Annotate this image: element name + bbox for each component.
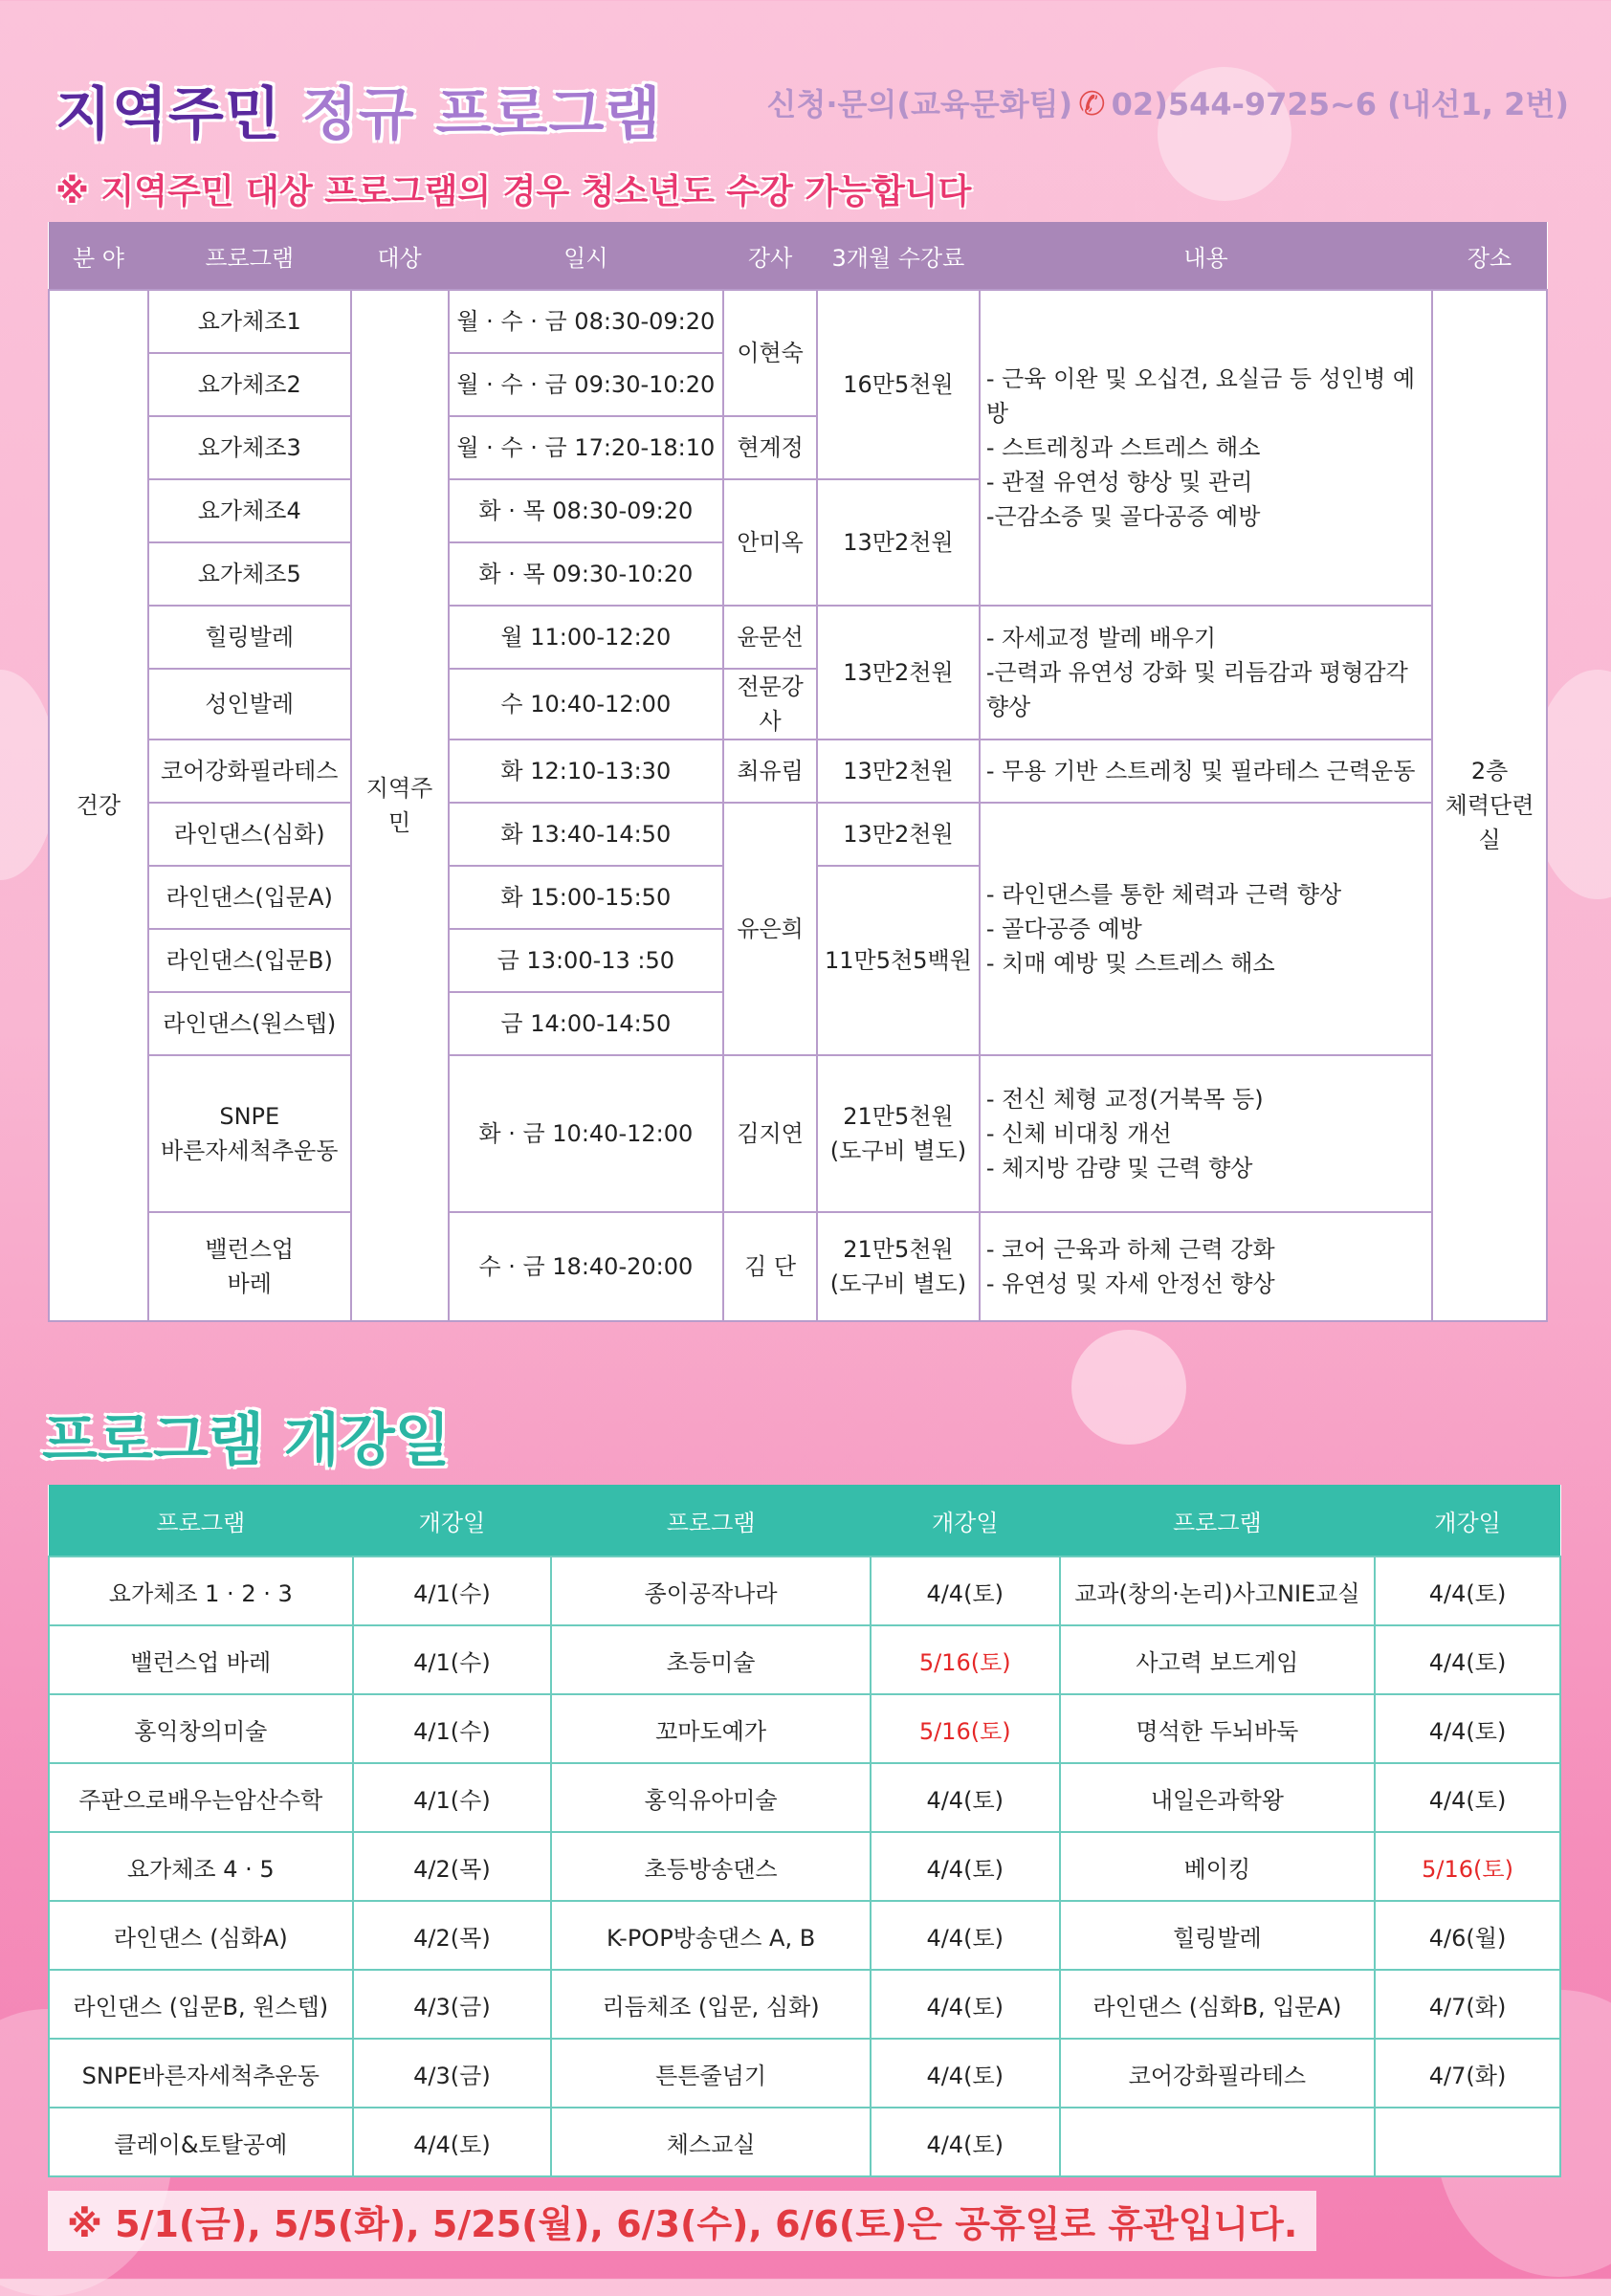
start-date-cell: 4/2(목) [353, 1832, 552, 1901]
table-row [49, 1694, 1560, 1763]
program-cell: 성인발레 [148, 669, 351, 740]
column-header: 분 야 [49, 222, 148, 290]
time-cell: 화 15:00-15:50 [449, 866, 724, 929]
start-date-cell: 4/4(토) [871, 1763, 1060, 1832]
fee-cell: 21만5천원 (도구비 별도) [817, 1055, 980, 1212]
instructor-cell: 유은희 [723, 803, 817, 1055]
program-cell: 요가체조 4 · 5 [49, 1832, 353, 1901]
start-date-cell: 4/6(월) [1375, 1901, 1560, 1970]
column-header: 내용 [980, 222, 1432, 290]
fee-cell: 13만2천원 [817, 479, 980, 606]
program-cell: 라인댄스 (심화A) [49, 1901, 353, 1970]
fee-cell: 11만5천5백원 [817, 866, 980, 1055]
phone-icon: ✆ [1078, 85, 1106, 123]
time-cell: 월 · 수 · 금 17:20-18:10 [449, 416, 724, 479]
start-date-cell: 4/4(토) [1375, 1694, 1560, 1763]
content-cell: - 전신 체형 교정(거북목 등) - 신체 비대칭 개선 - 체지방 감량 및 근력 향상 [980, 1055, 1432, 1212]
program-cell: 리듬체조 (입문, 심화) [551, 1970, 871, 2039]
program-cell: 밸런스업 바레 [148, 1212, 351, 1321]
time-cell: 화 · 목 09:30-10:20 [449, 542, 724, 606]
program-cell: 초등미술 [551, 1625, 871, 1694]
start-date-cell: 4/3(금) [353, 1970, 552, 2039]
column-header: 프로그램 [49, 1485, 353, 1556]
column-header: 개강일 [353, 1485, 552, 1556]
time-cell: 금 13:00-13 :50 [449, 929, 724, 992]
program-cell: 요가체조1 [148, 290, 351, 353]
start-date-cell: 5/16(토) [871, 1694, 1060, 1763]
start-date-cell: 4/4(토) [1375, 1763, 1560, 1832]
fee-cell: 13만2천원 [817, 606, 980, 740]
column-header: 개강일 [871, 1485, 1060, 1556]
program-cell: 요가체조4 [148, 479, 351, 542]
target-cell: 지역주민 [351, 290, 449, 1321]
column-header: 강사 [723, 222, 817, 290]
start-date-cell: 4/4(토) [871, 1970, 1060, 2039]
time-cell: 월 · 수 · 금 08:30-09:20 [449, 290, 724, 353]
program-cell: 꼬마도예가 [551, 1694, 871, 1763]
instructor-cell: 김 단 [723, 1212, 817, 1321]
start-date-cell [1375, 2108, 1560, 2176]
instructor-cell: 현계정 [723, 416, 817, 479]
opening-title: 프로그램 개강일 [42, 1407, 451, 1474]
program-cell: 요가체조5 [148, 542, 351, 606]
content-cell: - 근육 이완 및 오십견, 요실금 등 성인병 예방 - 스트레칭과 스트레스 해소 - 관절 유연성 향상 및 관리 -근감소증 및 골다공증 예방 [980, 290, 1432, 606]
table-header-row [49, 222, 1547, 290]
start-date-cell: 4/1(수) [353, 1625, 552, 1694]
column-header: 프로그램 [551, 1485, 871, 1556]
content-cell: - 코어 근육과 하체 근력 강화 - 유연성 및 자세 안정선 향상 [980, 1212, 1432, 1321]
fee-cell: 13만2천원 [817, 740, 980, 803]
program-cell: 요가체조 1 · 2 · 3 [49, 1556, 353, 1625]
opening-table [48, 1485, 1561, 2177]
program-cell: SNPE바른자세척추운동 [49, 2039, 353, 2108]
table-row [49, 803, 1547, 866]
start-date-cell: 4/4(토) [871, 1901, 1060, 1970]
program-cell: 힐링발레 [1060, 1901, 1375, 1970]
start-date-cell: 4/4(토) [1375, 1556, 1560, 1625]
program-cell: 라인댄스(입문B) [148, 929, 351, 992]
table-row [49, 2108, 1560, 2176]
table-row [49, 290, 1547, 353]
start-date-cell: 4/4(토) [871, 1556, 1060, 1625]
content-cell: - 자세교정 발레 배우기 -근력과 유연성 강화 및 리듬감과 평형감각 향상 [980, 606, 1432, 740]
place-cell: 2층 체력단련실 [1432, 290, 1547, 1321]
program-cell: 라인댄스(입문A) [148, 866, 351, 929]
content-cell: - 라인댄스를 통한 체력과 근력 향상 - 골다공증 예방 - 치매 예방 및 스트레스 해소 [980, 803, 1432, 1055]
start-date-cell: 4/7(화) [1375, 1970, 1560, 2039]
start-date-cell: 4/2(목) [353, 1901, 552, 1970]
start-date-cell: 5/16(토) [1375, 1832, 1560, 1901]
table-row [49, 1556, 1560, 1625]
time-cell: 화 13:40-14:50 [449, 803, 724, 866]
program-cell: 교과(창의·논리)사고NIE교실 [1060, 1556, 1375, 1625]
program-cell: 홍익창의미술 [49, 1694, 353, 1763]
fee-cell: 21만5천원 (도구비 별도) [817, 1212, 980, 1321]
program-cell: 튼튼줄넘기 [551, 2039, 871, 2108]
program-cell: 명석한 두뇌바둑 [1060, 1694, 1375, 1763]
instructor-cell: 전문강사 [723, 669, 817, 740]
program-cell: 초등방송댄스 [551, 1832, 871, 1901]
program-cell: 라인댄스 (심화B, 입문A) [1060, 1970, 1375, 2039]
start-date-cell: 4/1(수) [353, 1694, 552, 1763]
contact-info: 신청·문의(교육문화팀) ✆ 02)544-9725~6 (내선1, 2번) [766, 85, 1569, 123]
time-cell: 월 · 수 · 금 09:30-10:20 [449, 353, 724, 416]
table-row [49, 1970, 1560, 2039]
column-header: 대상 [351, 222, 449, 290]
fee-cell: 16만5천원 [817, 290, 980, 479]
program-cell: 요가체조2 [148, 353, 351, 416]
time-cell: 수 10:40-12:00 [449, 669, 724, 740]
program-cell: 힐링발레 [148, 606, 351, 669]
program-cell: 종이공작나라 [551, 1556, 871, 1625]
program-cell: 홍익유아미술 [551, 1763, 871, 1832]
table-row [49, 1832, 1560, 1901]
program-cell: 클레이&토탈공예 [49, 2108, 353, 2176]
start-date-cell: 4/4(토) [353, 2108, 552, 2176]
instructor-cell: 최유림 [723, 740, 817, 803]
start-date-cell: 4/4(토) [871, 1832, 1060, 1901]
instructor-cell: 이현숙 [723, 290, 817, 416]
start-date-cell: 4/4(토) [1375, 1625, 1560, 1694]
program-cell: 코어강화필라테스 [1060, 2039, 1375, 2108]
fee-cell: 13만2천원 [817, 803, 980, 866]
table-row [49, 1055, 1547, 1212]
start-date-cell: 4/1(수) [353, 1763, 552, 1832]
column-header: 3개월 수강료 [817, 222, 980, 290]
time-cell: 화 · 목 08:30-09:20 [449, 479, 724, 542]
table-row [49, 1901, 1560, 1970]
start-date-cell: 4/4(토) [871, 2108, 1060, 2176]
start-date-cell: 4/7(화) [1375, 2039, 1560, 2108]
time-cell: 월 11:00-12:20 [449, 606, 724, 669]
content-cell: - 무용 기반 스트레칭 및 필라테스 근력운동 [980, 740, 1432, 803]
instructor-cell: 안미옥 [723, 479, 817, 606]
time-cell: 화 12:10-13:30 [449, 740, 724, 803]
start-date-cell: 5/16(토) [871, 1625, 1060, 1694]
program-cell: 베이킹 [1060, 1832, 1375, 1901]
field-cell: 건강 [49, 290, 148, 1321]
start-date-cell: 4/4(토) [871, 2039, 1060, 2108]
table-row [49, 606, 1547, 669]
program-cell: 주판으로배우는암산수학 [49, 1763, 353, 1832]
table-row [49, 1625, 1560, 1694]
table-row [49, 1763, 1560, 1832]
program-cell: SNPE 바른자세척추운동 [148, 1055, 351, 1212]
time-cell: 화 · 금 10:40-12:00 [449, 1055, 724, 1212]
time-cell: 수 · 금 18:40-20:00 [449, 1212, 724, 1321]
schedule-table [48, 222, 1548, 1322]
program-cell: 라인댄스(원스텝) [148, 992, 351, 1055]
table-row [49, 740, 1547, 803]
program-cell: 사고력 보드게임 [1060, 1625, 1375, 1694]
table-row [49, 1212, 1547, 1321]
start-date-cell: 4/1(수) [353, 1556, 552, 1625]
program-cell: K-POP방송댄스 A, B [551, 1901, 871, 1970]
column-header: 개강일 [1375, 1485, 1560, 1556]
program-cell: 코어강화필라테스 [148, 740, 351, 803]
program-cell [1060, 2108, 1375, 2176]
instructor-cell: 윤문선 [723, 606, 817, 669]
program-cell: 내일은과학왕 [1060, 1763, 1375, 1832]
instructor-cell: 김지연 [723, 1055, 817, 1212]
start-date-cell: 4/3(금) [353, 2039, 552, 2108]
program-cell: 라인댄스 (입문B, 원스텝) [49, 1970, 353, 2039]
holiday-notice: ※ 5/1(금), 5/5(화), 5/25(월), 6/3(수), 6/6(토)은 공휴일로 휴관입니다. [48, 2191, 1316, 2251]
program-cell: 요가체조3 [148, 416, 351, 479]
program-cell: 라인댄스(심화) [148, 803, 351, 866]
column-header: 프로그램 [1060, 1485, 1375, 1556]
page-title: 지역주민 정규 프로그램 [55, 81, 662, 148]
youth-notice: ※ 지역주민 대상 프로그램의 경우 청소년도 수강 가능합니다 [55, 172, 972, 211]
program-cell: 체스교실 [551, 2108, 871, 2176]
table-row [49, 2039, 1560, 2108]
column-header: 일시 [449, 222, 724, 290]
program-cell: 밸런스업 바레 [49, 1625, 353, 1694]
column-header: 프로그램 [148, 222, 351, 290]
column-header: 장소 [1432, 222, 1547, 290]
time-cell: 금 14:00-14:50 [449, 992, 724, 1055]
table-header-row [49, 1485, 1560, 1556]
